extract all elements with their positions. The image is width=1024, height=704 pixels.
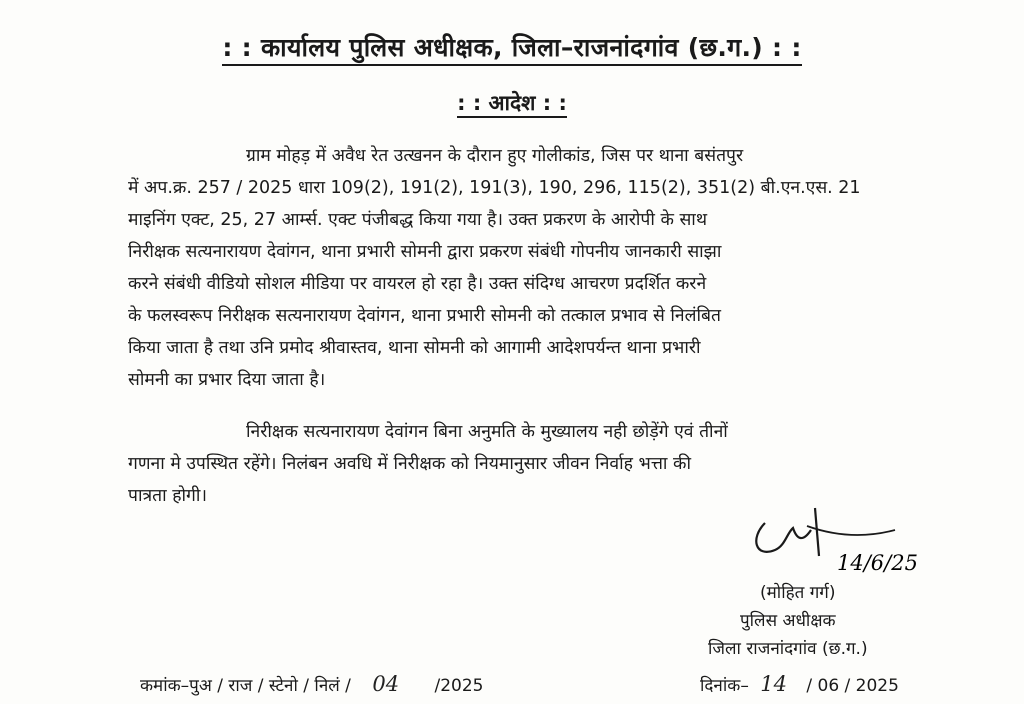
signatory-designation: पुलिस अधीक्षक	[740, 611, 836, 631]
signatory-name: (मोहित गर्ग)	[760, 583, 836, 603]
para2-line-1: निरीक्षक सत्यनारायण देवांगन बिना अनुमति के मुख्यालय नही छोड़ेंगे एवं तीनों	[246, 422, 728, 442]
para2-line-3: पात्रता होगी।	[128, 486, 208, 506]
para2-line-2: गणना मे उपस्थित रहेंगे। निलंबन अवधि में निरीक्षक को नियमानुसार जीवन निर्वाह भत्ता की	[128, 454, 691, 474]
para1-line-4: निरीक्षक सत्यनारायण देवांगन, थाना प्रभारी सोमनी द्वारा प्रकरण संबंधी गोपनीय जानकारी साझा	[128, 242, 722, 262]
reference-number-value: 04	[372, 672, 400, 696]
para1-line-2: में अप.क्र. 257 / 2025 धारा 109(2), 191(2), 191(3), 190, 296, 115(2), 351(2) बी.एन.एस. 21	[128, 178, 861, 198]
order-date	[700, 672, 899, 696]
para1-line-7: किया जाता है तथा उनि प्रमोद श्रीवास्तव, थाना सोमनी को आगामी आदेशपर्यन्त थाना प्रभारी	[128, 338, 701, 358]
date-rest: / 06 / 2025	[806, 676, 899, 696]
signatory-district: जिला राजनांदगांव (छ.ग.)	[708, 639, 868, 659]
reference-year: /2025	[434, 676, 484, 696]
reference-number	[140, 672, 483, 696]
date-day: 14	[760, 672, 787, 696]
para1-line-1: ग्राम मोहड़ में अवैध रेत उत्खनन के दौरान हुए गोलीकांड, जिस पर थाना बसंतपुर	[246, 146, 744, 166]
para1-line-8: सोमनी का प्रभार दिया जाता है।	[128, 370, 326, 390]
para1-line-5: करने संबंधी वीडियो सोशल मीडिया पर वायरल हो रहा है। उक्त संदिग्ध आचरण प्रदर्शित करने	[128, 274, 707, 294]
para1-line-6: के फलस्वरूप निरीक्षक सत्यनारायण देवांगन, थाना प्रभारी सोमनी को तत्काल प्रभाव से निलंबित	[128, 306, 722, 326]
para1-line-3: माइनिंग एक्ट, 25, 27 आर्म्स. एक्ट पंजीबद्ध किया गया है। उक्त प्रकरण के आरोपी के साथ	[128, 210, 707, 230]
signature-date: 14/6/25	[837, 551, 918, 575]
order-heading-text: : : आदेश : :	[457, 91, 567, 118]
office-title-text: : : कार्यालय पुलिस अधीक्षक, जिला–राजनांदगांव (छ.ग.) : :	[222, 33, 801, 66]
date-label: दिनांक–	[700, 676, 749, 696]
office-title	[0, 30, 1024, 64]
order-heading	[0, 89, 1024, 117]
handwritten-signature	[745, 478, 1005, 588]
reference-prefix: कमांक–पुअ / राज / स्टेनो / निलं /	[140, 676, 351, 696]
